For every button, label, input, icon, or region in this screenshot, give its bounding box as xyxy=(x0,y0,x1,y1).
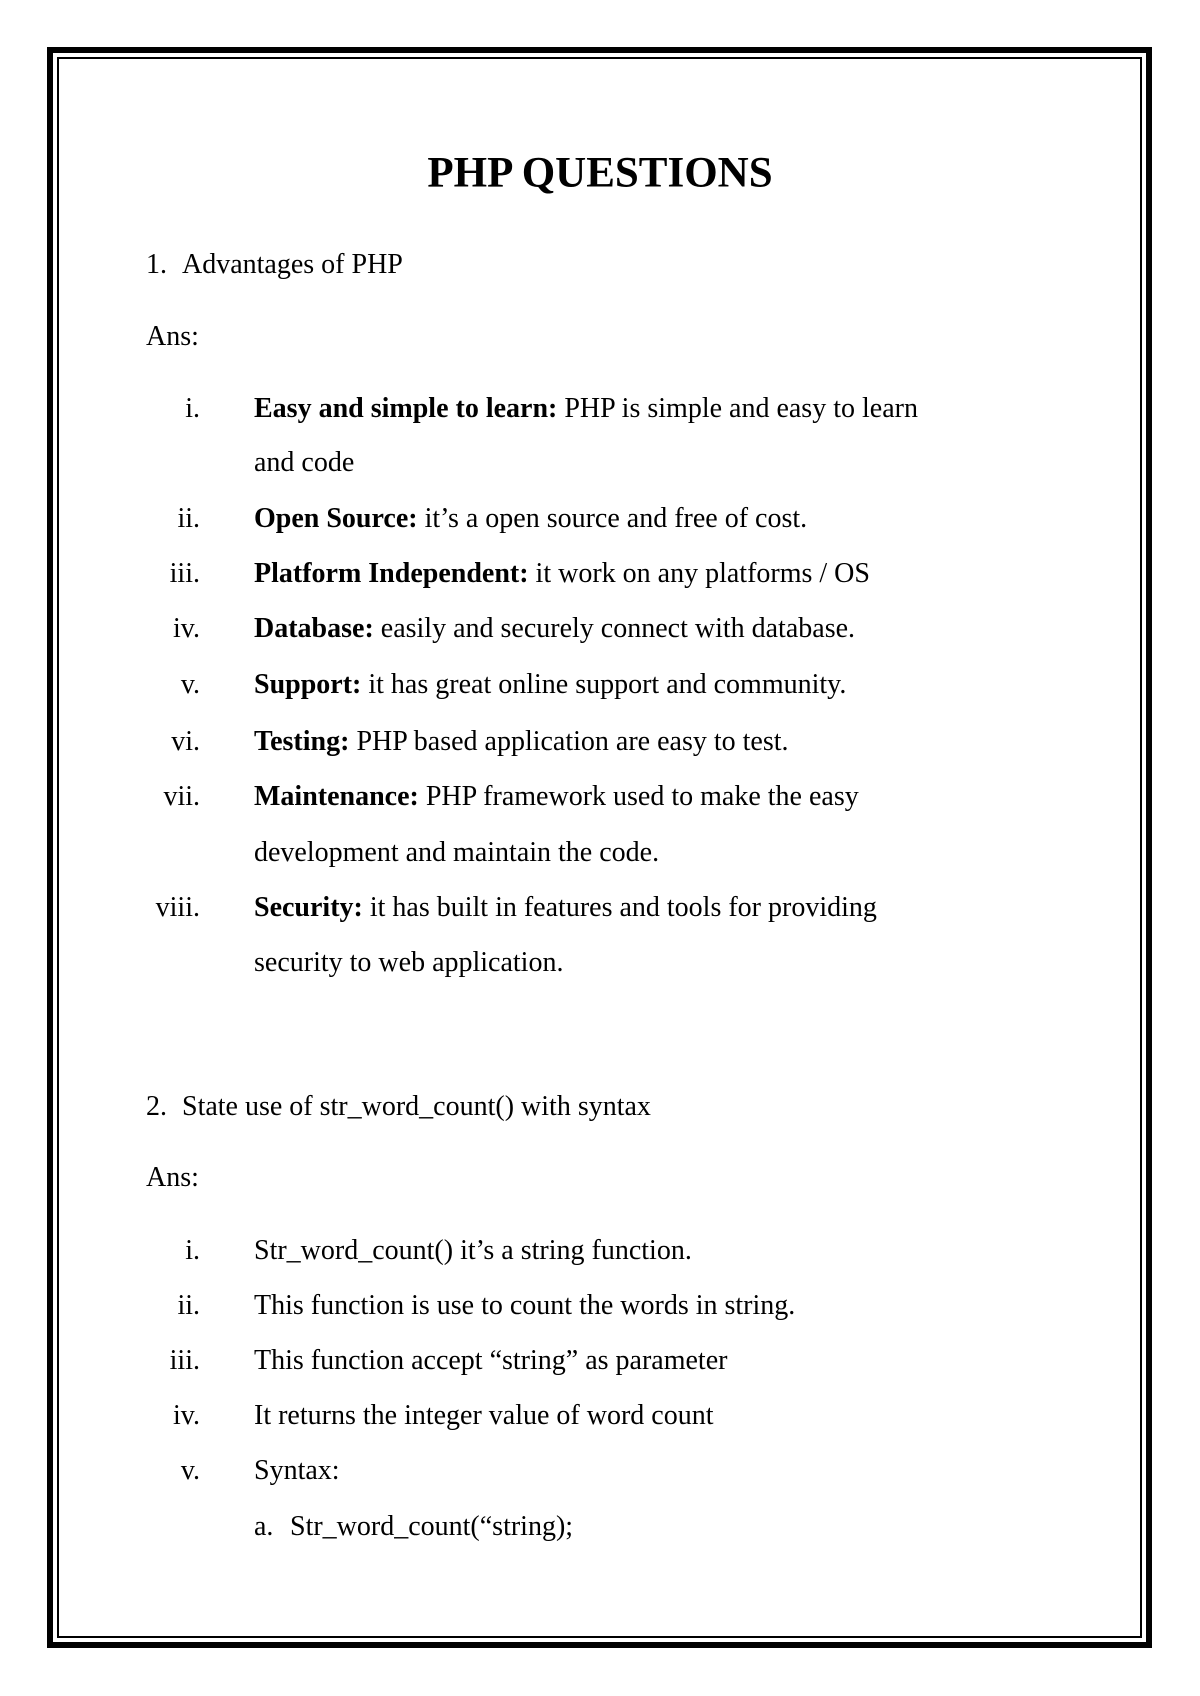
syntax-sub-number: a. xyxy=(254,1511,274,1542)
list-item-number xyxy=(140,1399,200,1433)
question-2-number: 2. xyxy=(146,1091,167,1122)
list-item xyxy=(254,502,807,536)
item-number: iv. xyxy=(173,1400,200,1431)
item-text: development and maintain the code. xyxy=(254,837,660,868)
list-item-continuation xyxy=(254,836,659,870)
question-1-text: Advantages of PHP xyxy=(182,249,403,280)
list-item xyxy=(254,392,918,426)
item-text: It returns the integer value of word count xyxy=(254,1400,714,1431)
item-number: iv. xyxy=(173,613,200,644)
list-item xyxy=(254,612,855,646)
list-item-number xyxy=(140,891,200,925)
item-text: and code xyxy=(254,447,355,478)
item-text: This function is use to count the words in string. xyxy=(254,1290,796,1321)
list-item-number xyxy=(140,780,200,814)
item-number: iii. xyxy=(169,1345,200,1376)
item-text: PHP framework used to make the easy xyxy=(418,781,859,812)
list-item xyxy=(254,668,846,702)
item-text: it has built in features and tools for providing xyxy=(362,892,877,923)
item-text: Str_word_count() it’s a string function. xyxy=(254,1235,692,1266)
item-number: ii. xyxy=(177,1290,200,1321)
list-item-number xyxy=(140,1234,200,1268)
item-text: it has great online support and community. xyxy=(361,669,847,700)
item-number: v. xyxy=(180,1455,200,1486)
question-1-number: 1. xyxy=(146,249,167,280)
item-text: it work on any platforms / OS xyxy=(528,558,870,589)
item-number: i. xyxy=(185,1235,200,1266)
item-heading: Maintenance: xyxy=(254,781,419,812)
item-number: iii. xyxy=(169,558,200,589)
item-heading: Platform Independent: xyxy=(254,558,529,589)
list-item-number xyxy=(140,502,200,536)
list-item-number xyxy=(140,1344,200,1378)
item-number: viii. xyxy=(155,892,200,923)
list-item-number xyxy=(140,1289,200,1323)
list-item-number xyxy=(140,612,200,646)
list-item xyxy=(254,1399,714,1433)
item-text: security to web application. xyxy=(254,947,564,978)
list-item xyxy=(254,1454,340,1488)
list-item-number xyxy=(140,668,200,702)
item-text: Syntax: xyxy=(254,1455,340,1486)
item-heading: Easy and simple to learn: xyxy=(254,393,558,424)
page-title: PHP QUESTIONS xyxy=(427,149,773,197)
item-text: PHP based application are easy to test. xyxy=(349,726,789,757)
syntax-sub-text: Str_word_count(“string); xyxy=(290,1511,574,1542)
item-number: i. xyxy=(185,393,200,424)
list-item xyxy=(254,725,789,759)
list-item-number xyxy=(140,725,200,759)
list-item-number xyxy=(140,1454,200,1488)
list-item xyxy=(254,1289,795,1323)
item-heading: Testing: xyxy=(254,726,350,757)
list-item xyxy=(254,891,877,925)
item-number: vi. xyxy=(171,726,200,757)
question-2-text: State use of str_word_count() with syntax xyxy=(182,1091,651,1122)
item-number: ii. xyxy=(177,503,200,534)
list-item xyxy=(254,780,859,814)
list-item-number xyxy=(140,392,200,426)
item-text: easily and securely connect with database. xyxy=(373,613,856,644)
item-text: This function accept “string” as parameter xyxy=(254,1345,728,1376)
item-heading: Security: xyxy=(254,892,363,923)
list-item-continuation xyxy=(254,446,354,480)
item-heading: Support: xyxy=(254,669,362,700)
question-2-ans: Ans: xyxy=(146,1162,199,1193)
question-1-ans: Ans: xyxy=(146,321,199,352)
list-item xyxy=(254,1344,727,1378)
list-item-continuation xyxy=(254,946,563,980)
list-item xyxy=(254,557,870,591)
item-heading: Open Source: xyxy=(254,503,418,534)
item-number: v. xyxy=(180,669,200,700)
item-text: PHP is simple and easy to learn xyxy=(557,393,918,424)
list-item-number xyxy=(140,557,200,591)
item-text: it’s a open source and free of cost. xyxy=(417,503,808,534)
item-heading: Database: xyxy=(254,613,374,644)
list-item xyxy=(254,1234,692,1268)
item-number: vii. xyxy=(163,781,200,812)
